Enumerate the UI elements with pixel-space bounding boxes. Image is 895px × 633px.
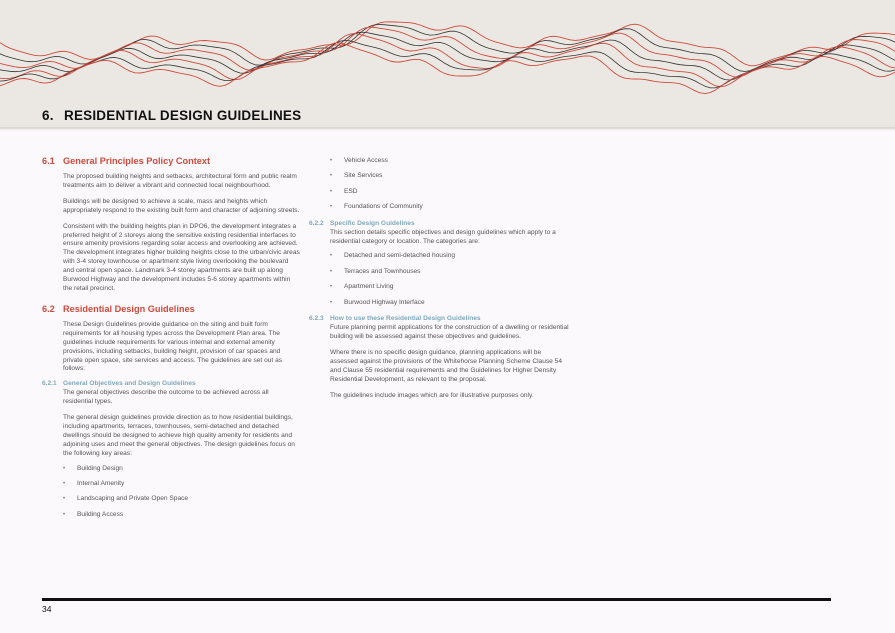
paragraph: These Design Guidelines provide guidance on the siting and built form requirements for all housing types across the Development Plan area. The guidelines include requirements for various internal and external amenity provisions, including setbacks, building height, provision of car spaces and private open space, site services and access. The guidelines are set out as follows: bbox=[63, 320, 283, 373]
paragraph: The proposed building heights and setbacks, architectural form and public realm treatments aim to deliver a vibrant and connected local neighbourhood. bbox=[63, 173, 297, 189]
categories-list bbox=[309, 252, 569, 307]
list-item: • Internal Amenity bbox=[63, 480, 300, 489]
footer-rule bbox=[42, 598, 831, 601]
section-6-2-2-heading bbox=[309, 219, 569, 228]
section-title: General Objectives and Design Guidelines bbox=[63, 380, 196, 388]
section-number: 6.2.3 bbox=[309, 315, 324, 323]
header-shadow bbox=[0, 127, 895, 131]
paragraph: The guidelines include images which are for illustrative purposes only. bbox=[330, 391, 534, 399]
paragraph: Future planning permit applications for the construction of a dwelling or residential building will be assessed against these objectives and guidelines. bbox=[330, 324, 569, 340]
key-areas-list-continued bbox=[309, 157, 569, 212]
list-item: • Building Access bbox=[63, 511, 300, 520]
paragraph: The general objectives describe the outcome to be achieved across all residential types. bbox=[63, 389, 269, 406]
section-title: General Principles Policy Context bbox=[63, 156, 211, 166]
chapter-title bbox=[42, 108, 301, 123]
left-column bbox=[42, 155, 300, 526]
chapter-number: 6. bbox=[42, 108, 54, 123]
list-item: • Vehicle Access bbox=[330, 157, 569, 166]
list-item: • Landscaping and Private Open Space bbox=[63, 495, 300, 504]
list-item: • Terraces and Townhouses bbox=[330, 268, 569, 277]
section-number: 6.2.2 bbox=[309, 219, 324, 227]
list-item: • Detached and semi-detached housing bbox=[330, 252, 569, 261]
section-number: 6.1 bbox=[42, 156, 55, 166]
section-title: Residential Design Guidelines bbox=[63, 303, 195, 314]
section-title: Specific Design Guidelines bbox=[330, 219, 415, 227]
paragraph: This section details specific objectives and design guidelines which apply to a residential category or location. The categories are: bbox=[330, 228, 556, 245]
list-item: • ESD bbox=[330, 188, 569, 197]
list-item: • Foundations of Community bbox=[330, 203, 569, 212]
list-item: • Site Services bbox=[330, 172, 569, 181]
key-areas-list bbox=[42, 465, 300, 520]
right-column bbox=[309, 157, 569, 407]
section-6-1-heading bbox=[42, 155, 300, 167]
page-number: 34 bbox=[42, 604, 52, 614]
section-6-2-heading bbox=[42, 303, 300, 315]
list-item: • Building Design bbox=[63, 465, 300, 474]
contour-line bbox=[0, 27, 895, 77]
section-6-2-3-heading bbox=[309, 314, 569, 323]
contour-line bbox=[0, 43, 895, 94]
list-item: • Apartment Living bbox=[330, 283, 569, 292]
chapter-title-text: RESIDENTIAL DESIGN GUIDELINES bbox=[64, 108, 302, 123]
paragraph: Consistent with the building heights plan in DPO6, the development integrates a preferred height of 2 storeys along the sensitive existing residential interfaces to ensure amenity provisions regarding solar access and overlooking are achieved. The development integrates higher building heights close to the urban/civic areas with 3-4 storey townhouse or apartment style living overlooking the boulevard and central open space. Landmark 3-4 storey apartments are built up along Burwood Highway and the development includes 5-6 storey apartments within the retail precinct. bbox=[63, 222, 300, 292]
section-number: 6.2.1 bbox=[42, 380, 57, 388]
list-item: • Burwood Highway Interface bbox=[330, 299, 569, 308]
paragraph: The general design guidelines provide direction as to how residential buildings, including apartments, terraces, townhouses, semi-detached and detached dwellings should be designed to achieve high quality amenity for residents and adjoining uses and meet the general objectives. The design guidelines focus on the following key areas: bbox=[63, 414, 295, 457]
section-number: 6.2 bbox=[42, 303, 55, 314]
paragraph: Buildings will be designed to achieve a scale, mass and heights which appropriately respond to the existing built form and character of adjoining streets. bbox=[63, 197, 300, 214]
section-title: How to use these Residential Design Guidelines bbox=[330, 315, 481, 323]
contour-line bbox=[0, 22, 895, 66]
paragraph: Where there is no specific design guidance, planning applications will be assessed against the provisions of the Whitehorse Planning Scheme Clause 54 and Clause 55 residential requirements and the Guidelines for Higher Density Residential Development, as relevant to the proposal. bbox=[330, 348, 563, 383]
section-6-2-1-heading bbox=[42, 379, 300, 388]
